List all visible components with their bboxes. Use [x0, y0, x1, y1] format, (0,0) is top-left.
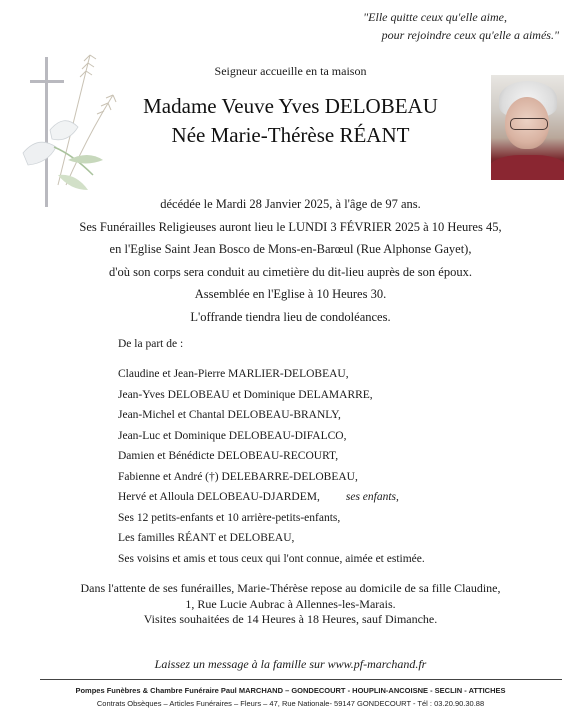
name-line-1: Madame Veuve Yves DELOBEAU [143, 94, 438, 118]
quote-line-2: pour rejoindre ceux qu'elle a aimés." [381, 28, 559, 42]
list-item: Ses voisins et amis et tous ceux qui l'ont connue, aimée et estimée. [118, 552, 425, 565]
condolence-message-link: Laissez un message à la famille sur www.pf-marchand.fr [154, 657, 427, 671]
vigil-line-1: Dans l'attente de ses funérailles, Marie-Thérèse repose au domicile de sa fille Claudine, [80, 581, 501, 595]
from-label: De la part de : [118, 338, 184, 350]
cemetery-line: d'où son corps sera conduit au cimetière du dit-lieu auprès de son époux. [109, 264, 472, 279]
list-item [118, 487, 425, 508]
invocation: Seigneur accueille en ta maison [214, 64, 367, 78]
quote-line-1: "Elle quitte ceux qu'elle aime, [363, 10, 507, 24]
name-line-2: Née Marie-Thérèse RÉANT [171, 123, 410, 147]
footer-divider [40, 679, 562, 680]
footer-line-1: Pompes Funèbres & Chambre Funéraire Paul MARCHAND – GONDECOURT - HOUPLIN-ANCOISNE - SECLIN - ATTICHES [75, 686, 506, 695]
funeral-home-footer [0, 685, 581, 710]
children-tag: ses enfants, [345, 491, 399, 503]
announcement-body [0, 193, 581, 328]
list-item: Jean-Michel et Chantal DELOBEAU-BRANLY, [118, 409, 341, 421]
list-item: Jean-Yves DELOBEAU et Dominique DELAMARRE, [118, 388, 373, 401]
list-item: Damien et Bénédicte DELOBEAU-RECOURT, [118, 450, 339, 462]
church-line: en l'Eglise Saint Jean Bosco de Mons-en-Barœul (Rue Alphonse Gayet), [109, 242, 472, 256]
list-item: Les familles RÉANT et DELOBEAU, [118, 532, 295, 544]
list-item: Jean-Luc et Dominique DELOBEAU-DIFALCO, [118, 429, 347, 442]
family-name: Hervé et Alloula DELOBEAU-DJARDEM, [118, 491, 320, 503]
list-item: Claudine et Jean-Pierre MARLIER-DELOBEAU, [118, 368, 349, 380]
epigraph-quote [259, 8, 559, 44]
vigil-info [0, 581, 581, 628]
list-item: Ses 12 petits-enfants et 10 arrière-petits-enfants, [118, 511, 341, 524]
family-list [118, 364, 425, 569]
assembly-line: Assemblée en l'Eglise à 10 Heures 30. [194, 287, 387, 301]
portrait-photo [491, 75, 564, 180]
footer-line-2: Contrats Obsèques – Articles Funéraires – Fleurs – 47, Rue Nationale- 59147 GONDECOURT - Tél : 03.20.90.30.88 [96, 698, 485, 708]
vigil-line-2: 1, Rue Lucie Aubrac à Allennes-les-Marais. [185, 596, 396, 611]
funeral-line: Ses Funérailles Religieuses auront lieu le LUNDI 3 FÉVRIER 2025 à 10 Heures 45, [79, 219, 502, 234]
offering-line: L'offrande tiendra lieu de condoléances. [190, 309, 391, 324]
list-item: Fabienne et André (†) DELEBARRE-DELOBEAU, [118, 470, 358, 483]
death-date-line: décédée le Mardi 28 Janvier 2025, à l'âge de 97 ans. [160, 197, 421, 211]
vigil-line-3: Visites souhaitées de 14 Heures à 18 Heures, sauf Dimanche. [143, 612, 438, 626]
